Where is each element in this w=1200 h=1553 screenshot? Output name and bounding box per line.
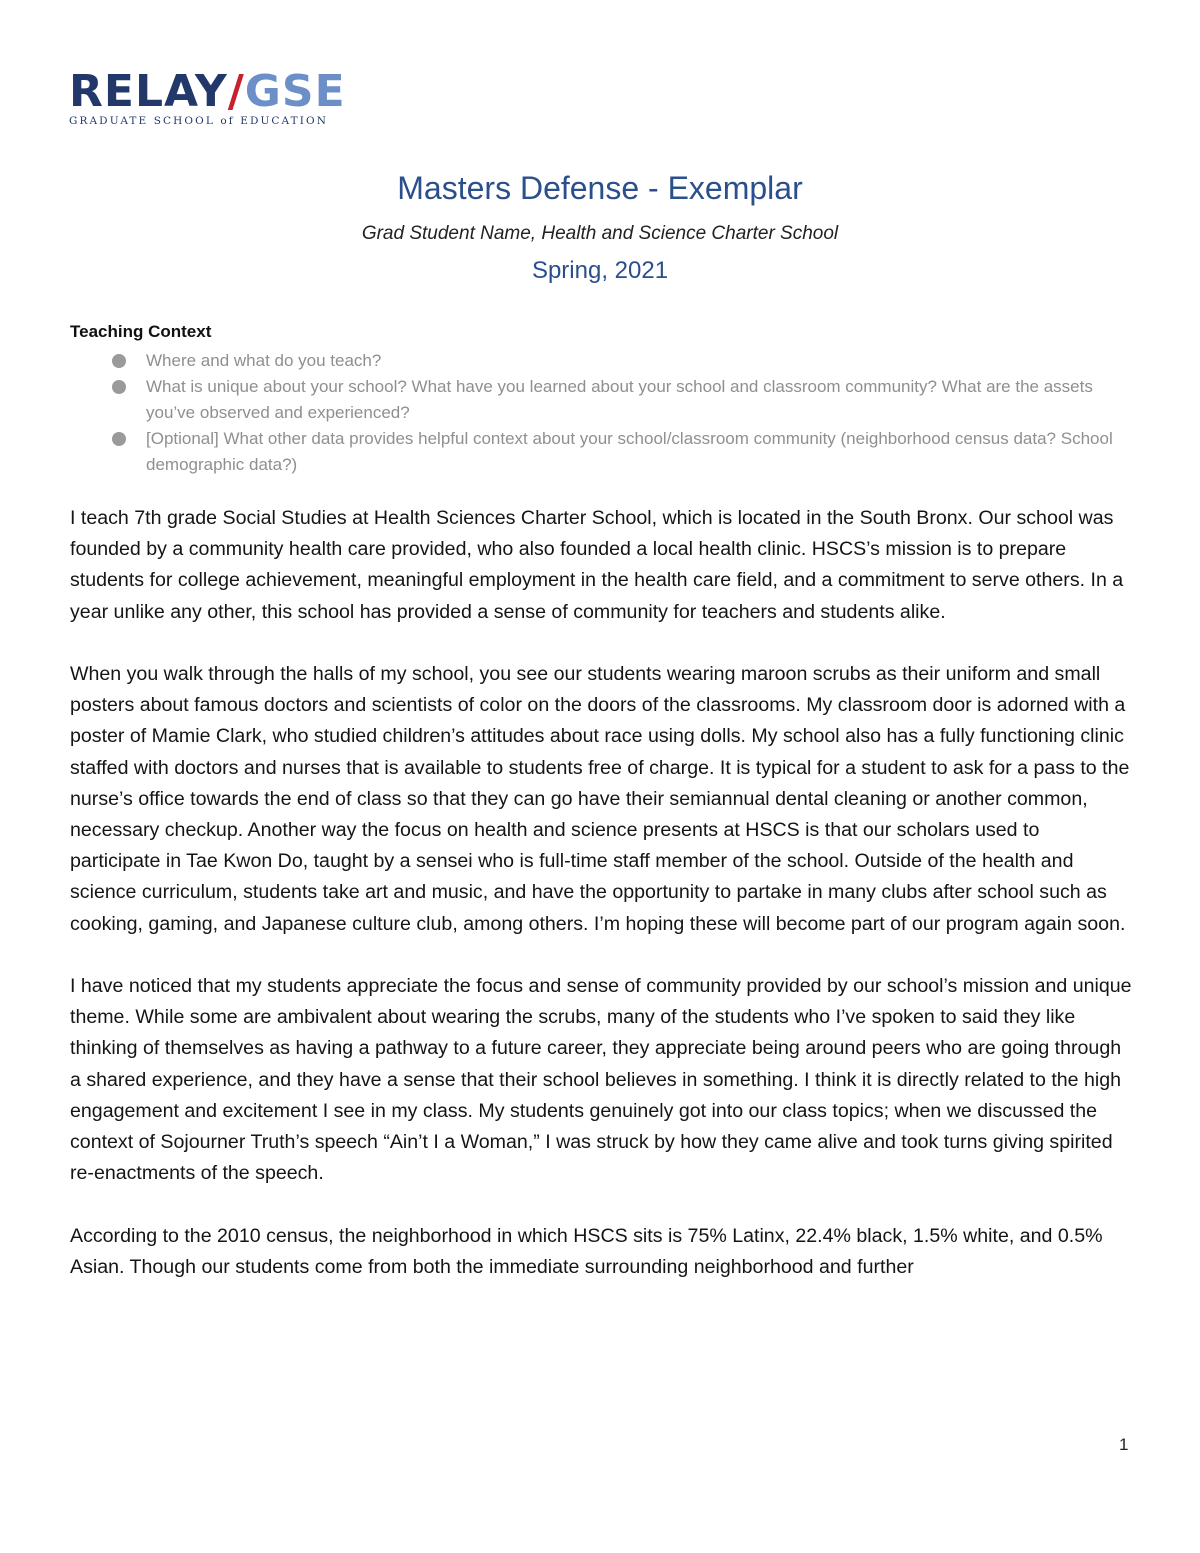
- logo-accent: GSE: [244, 66, 346, 117]
- document-term: Spring, 2021: [531, 257, 669, 284]
- prompt-text: What is unique about your school? What have you learned about your school and classroom community? What are the assets you’ve observed and experienced?: [146, 377, 1093, 422]
- logo-tagline: GRADUATE SCHOOL of EDUCATION: [69, 115, 329, 127]
- document-subtitle: Grad Student Name, Health and Science Charter School: [361, 223, 839, 244]
- prompt-list: [112, 348, 1132, 478]
- page-number: 1: [1119, 1435, 1129, 1454]
- prompt-text: Where and what do you teach?: [146, 351, 382, 370]
- prompt-item: [112, 374, 1132, 426]
- paragraph: According to the 2010 census, the neighborhood in which HSCS sits is 75% Latinx, 22.4% black, 1.5% white, and 0.5% Asian. Though our students come from both the immediate surrounding neighborhood and further: [70, 1224, 1103, 1278]
- bullet-icon: [112, 354, 126, 368]
- relay-gse-logo: [69, 66, 346, 127]
- body-text: [70, 503, 1135, 1314]
- prompt-item: [112, 426, 1132, 478]
- paragraph: I teach 7th grade Social Studies at Health Sciences Charter School, which is located in the South Bronx. Our school was founded by a community health care provided, who also founded a local health clinic. HSCS’s mission is to prepare students for college achievement, meaningful employment in the health care field, and a commitment to serve others. In a year unlike any other, this school has provided a sense of community for teachers and students alike.: [70, 507, 1124, 623]
- paragraph: I have noticed that my students appreciate the focus and sense of community provided by our school’s mission and unique theme. While some are ambivalent about wearing the scrubs, many of the students who I’ve spoken to said they like thinking of themselves as having a pathway to a future career, they appreciate being around peers who are going through a shared experience, and they have a sense that their school believes in something. I think it is directly related to the high engagement and excitement I see in my class. My students genuinely got into our class topics; when we discussed the context of Sojourner Truth’s speech “Ain’t I a Woman,” I was struck by how they came alive and took turns giving spirited re-enactments of the speech.: [70, 975, 1132, 1185]
- logo-slash: /: [227, 66, 245, 117]
- bullet-icon: [112, 380, 126, 394]
- bullet-icon: [112, 432, 126, 446]
- document-title: Masters Defense - Exemplar: [397, 170, 803, 206]
- logo-wordmark: [69, 66, 346, 117]
- logo-brand: RELAY: [69, 66, 228, 117]
- prompt-text: [Optional] What other data provides helpful context about your school/classroom community (neighborhood census data? School demographic data?): [146, 429, 1113, 474]
- prompt-item: [112, 348, 1132, 374]
- section-heading: Teaching Context: [70, 322, 212, 341]
- paragraph: When you walk through the halls of my school, you see our students wearing maroon scrubs as their uniform and small posters about famous doctors and scientists of color on the doors of the classrooms. My classroom door is adorned with a poster of Mamie Clark, who studied children’s attitudes about race using dolls. My school also has a fully functioning clinic staffed with doctors and nurses that is available to students free of charge. It is typical for a student to ask for a pass to the nurse’s office towards the end of class so that they can go have their semiannual dental cleaning or another common, necessary checkup. Another way the focus on health and science presents at HSCS is that our scholars used to participate in Tae Kwon Do, taught by a sensei who is full-time staff member of the school. Outside of the health and science curriculum, students take art and music, and have the opportunity to partake in many clubs after school such as cooking, gaming, and Japanese culture club, among others. I’m hoping these will become part of our program again soon.: [70, 663, 1130, 935]
